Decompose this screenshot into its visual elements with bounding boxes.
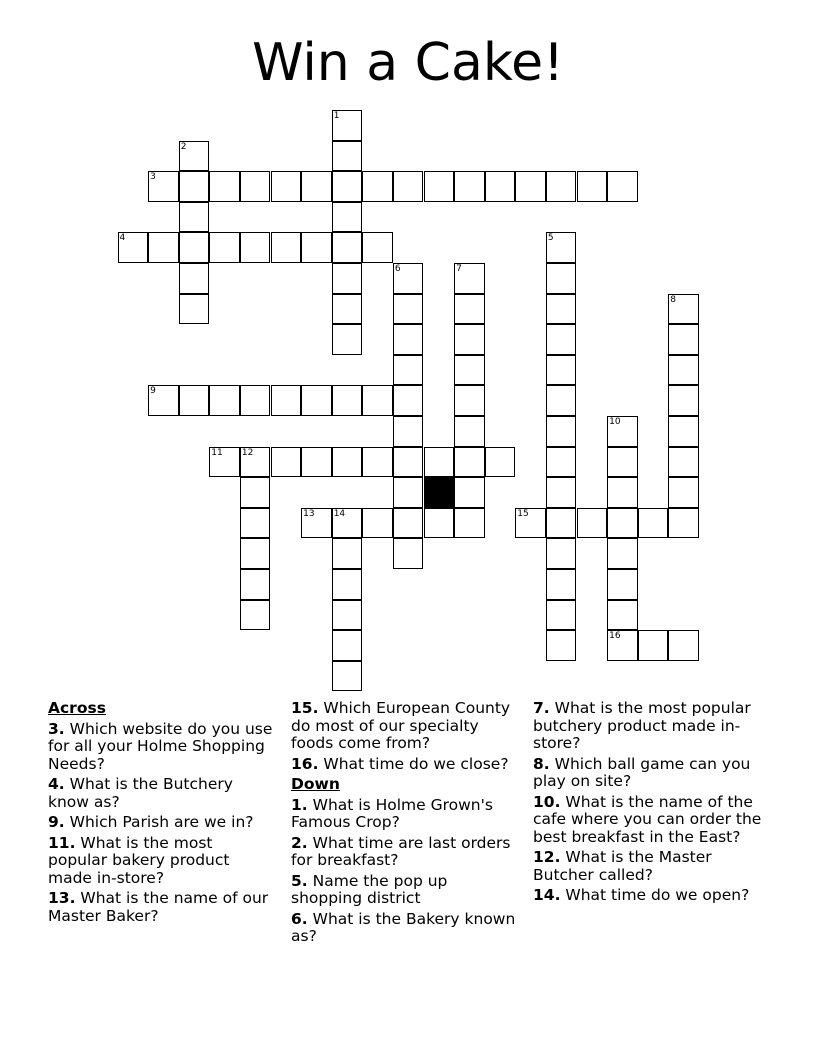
crossword-cell[interactable] [301, 385, 332, 416]
crossword-cell[interactable] [179, 294, 210, 325]
clue-down-5: 5. Name the pop up shopping district [291, 871, 448, 907]
crossword-cell[interactable] [271, 447, 302, 478]
crossword-cell[interactable] [668, 324, 699, 355]
crossword-cell[interactable] [454, 416, 485, 447]
clue-number: 2 [180, 141, 187, 152]
crossword-cell[interactable] [209, 447, 240, 478]
crossword-cell[interactable] [546, 263, 577, 294]
crossword-cell[interactable] [546, 294, 577, 325]
crossword-cell[interactable] [546, 385, 577, 416]
crossword-cell[interactable] [332, 171, 363, 202]
clues-column-3 [533, 700, 765, 908]
crossword-cell[interactable] [668, 477, 699, 508]
crossword-cell[interactable] [607, 508, 638, 539]
crossword-cell[interactable] [148, 232, 179, 263]
crossword-cell[interactable] [301, 232, 332, 263]
clue-down-2: 2. What time are last orders for breakfast? [291, 833, 511, 869]
crossword-cell[interactable] [332, 263, 363, 294]
crossword-cell[interactable] [271, 385, 302, 416]
crossword-cell[interactable] [240, 508, 271, 539]
crossword-cell[interactable] [668, 447, 699, 478]
crossword-cell[interactable] [209, 385, 240, 416]
crossword-cell[interactable] [332, 630, 363, 661]
crossword-cell[interactable] [668, 630, 699, 661]
crossword-cell[interactable] [332, 569, 363, 600]
crossword-cell[interactable] [546, 416, 577, 447]
crossword-cell[interactable] [607, 171, 638, 202]
clue-down-10: 10. What is the name of the cafe where you can order the best breakfast in the East? [533, 792, 762, 846]
crossword-cell[interactable] [607, 600, 638, 631]
crossword-cell[interactable] [332, 110, 363, 141]
clue-number: 13 [303, 508, 315, 519]
crossword-cell[interactable] [393, 477, 424, 508]
clue-down-7: 7. What is the most popular butchery product made in-store? [533, 699, 751, 752]
crossword-cell[interactable] [148, 171, 179, 202]
crossword-cell[interactable] [271, 171, 302, 202]
crossword-cell[interactable] [362, 385, 393, 416]
crossword-cell[interactable] [485, 447, 516, 478]
crossword-cell[interactable] [546, 630, 577, 661]
clue-across-3: 3. Which website do you use for all your Holme Shopping Needs? [48, 719, 273, 773]
crossword-cell[interactable] [271, 232, 302, 263]
crossword-cell[interactable] [240, 569, 271, 600]
clue-across-4: 4. What is the Butchery know as? [48, 775, 233, 811]
crossword-cell[interactable] [332, 141, 363, 172]
crossword-cell[interactable] [393, 538, 424, 569]
crossword-cell[interactable] [577, 171, 608, 202]
crossword-cell[interactable] [393, 294, 424, 325]
crossword-cell[interactable] [546, 447, 577, 478]
crossword-cell[interactable] [301, 171, 332, 202]
crossword-cell[interactable] [607, 416, 638, 447]
crossword-cell[interactable] [607, 630, 638, 661]
crossword-cell[interactable] [638, 630, 669, 661]
crossword-cell[interactable] [485, 171, 516, 202]
crossword-cell[interactable] [546, 171, 577, 202]
crossword-cell[interactable] [454, 508, 485, 539]
crossword-cell[interactable] [393, 324, 424, 355]
crossword-cell[interactable] [454, 263, 485, 294]
clue-down-8: 8. Which ball game can you play on site? [533, 754, 751, 790]
crossword-cell[interactable] [118, 232, 149, 263]
crossword-cell[interactable] [454, 171, 485, 202]
across-heading: Across [48, 699, 106, 717]
crossword-cell[interactable] [454, 477, 485, 508]
clues-column-1 [48, 700, 273, 928]
crossword-cell[interactable] [362, 232, 393, 263]
crossword-cell[interactable] [393, 416, 424, 447]
crossword-cell[interactable] [332, 232, 363, 263]
clue-down-14: 14. What time do we open? [533, 886, 750, 904]
crossword-cell[interactable] [301, 447, 332, 478]
clue-down-6: 6. What is the Bakery known as? [291, 909, 516, 945]
crossword-cell[interactable] [332, 324, 363, 355]
crossword-cell[interactable] [454, 324, 485, 355]
crossword-cell[interactable] [546, 477, 577, 508]
clue-across-13: 13. What is the name of our Master Baker? [48, 889, 269, 925]
crossword-cell[interactable] [638, 508, 669, 539]
clue-across-15: 15. Which European County do most of our specialty foods come from? [291, 699, 511, 752]
crossword-cell[interactable] [393, 355, 424, 386]
crossword-cell[interactable] [546, 538, 577, 569]
crossword-cell[interactable] [607, 477, 638, 508]
clue-down-12: 12. What is the Master Butcher called? [533, 848, 712, 884]
crossword-cell[interactable] [546, 569, 577, 600]
crossword-cell[interactable] [546, 232, 577, 263]
crossword-cell[interactable] [332, 661, 363, 692]
clue-number: 15 [517, 508, 529, 519]
crossword-cell[interactable] [454, 385, 485, 416]
crossword-cell[interactable] [424, 508, 455, 539]
crossword-cell[interactable] [179, 141, 210, 172]
crossword-cell[interactable] [332, 294, 363, 325]
crossword-cell[interactable] [424, 447, 455, 478]
crossword-cell[interactable] [179, 385, 210, 416]
crossword-cell[interactable] [668, 416, 699, 447]
crossword-cell[interactable] [607, 447, 638, 478]
crossword-cell[interactable] [668, 508, 699, 539]
clue-number: 12 [241, 447, 254, 458]
clues-column-2 [291, 700, 519, 949]
crossword-cell[interactable] [240, 447, 271, 478]
crossword-cell[interactable] [454, 447, 485, 478]
crossword-cell[interactable] [393, 447, 424, 478]
crossword-cell[interactable] [362, 508, 393, 539]
crossword-cell[interactable] [179, 171, 210, 202]
crossword-cell[interactable] [362, 171, 393, 202]
crossword-cell[interactable] [546, 355, 577, 386]
crossword-cell[interactable] [332, 508, 363, 539]
crossword-cell[interactable] [546, 600, 577, 631]
crossword-cell[interactable] [454, 355, 485, 386]
crossword-cell[interactable] [240, 477, 271, 508]
crossword-cell[interactable] [515, 508, 546, 539]
clue-number: 1 [333, 111, 340, 121]
crossword-cell[interactable] [332, 447, 363, 478]
crossword-cell[interactable] [424, 171, 455, 202]
clue-across-16: 16. What time do we close? [291, 754, 509, 773]
crossword-cell[interactable] [668, 294, 699, 325]
crossword-cell[interactable] [332, 538, 363, 569]
crossword-cell[interactable] [301, 508, 332, 539]
crossword-cell[interactable] [179, 232, 210, 263]
crossword-cell[interactable] [607, 569, 638, 600]
clue-down-1: 1. What is Holme Grown's Famous Crop? [291, 795, 493, 831]
crossword-cell[interactable] [546, 508, 577, 539]
crossword-cell[interactable] [209, 232, 240, 263]
crossword-cell[interactable] [148, 385, 179, 416]
clue-number: 11 [211, 447, 223, 458]
crossword-cell[interactable] [209, 171, 240, 202]
crossword-cell[interactable] [179, 202, 210, 233]
crossword-cell[interactable] [393, 263, 424, 294]
crossword-cell[interactable] [240, 538, 271, 569]
clue-number: 4 [119, 233, 126, 244]
crossword-cell[interactable] [577, 508, 608, 539]
clue-number: 14 [333, 508, 346, 519]
crossword-cell[interactable] [240, 171, 271, 202]
crossword-cell[interactable] [393, 385, 424, 416]
clue-number: 16 [609, 631, 621, 642]
crossword-cell[interactable] [362, 447, 393, 478]
clue-number: 7 [456, 264, 462, 274]
crossword-cell[interactable] [393, 171, 424, 202]
clue-number: 10 [609, 417, 621, 427]
clue-number: 8 [670, 294, 677, 305]
crossword-cell[interactable] [240, 600, 271, 631]
black-cell [424, 477, 455, 508]
clue-across-11: 11. What is the most popular bakery product made in-store? [48, 833, 230, 887]
crossword-cell[interactable] [668, 355, 699, 386]
crossword-cell[interactable] [332, 600, 363, 631]
crossword-cell[interactable] [393, 508, 424, 539]
clue-number: 9 [150, 386, 156, 397]
clue-number: 6 [394, 264, 401, 274]
down-heading: Down [291, 775, 340, 793]
crossword-cell[interactable] [515, 171, 546, 202]
crossword-cell[interactable] [332, 385, 363, 416]
puzzle-title: Win a Cake! [252, 33, 564, 93]
crossword-cell[interactable] [332, 202, 363, 233]
crossword-cell[interactable] [240, 232, 271, 263]
crossword-cell[interactable] [179, 263, 210, 294]
crossword-cell[interactable] [607, 538, 638, 569]
crossword-cell[interactable] [668, 385, 699, 416]
clue-across-9: 9. Which Parish are we in? [48, 813, 254, 831]
crossword-cell[interactable] [546, 324, 577, 355]
crossword-cell[interactable] [240, 385, 271, 416]
clue-number: 5 [547, 233, 554, 244]
crossword-cell[interactable] [454, 294, 485, 325]
clue-number: 3 [150, 172, 156, 183]
